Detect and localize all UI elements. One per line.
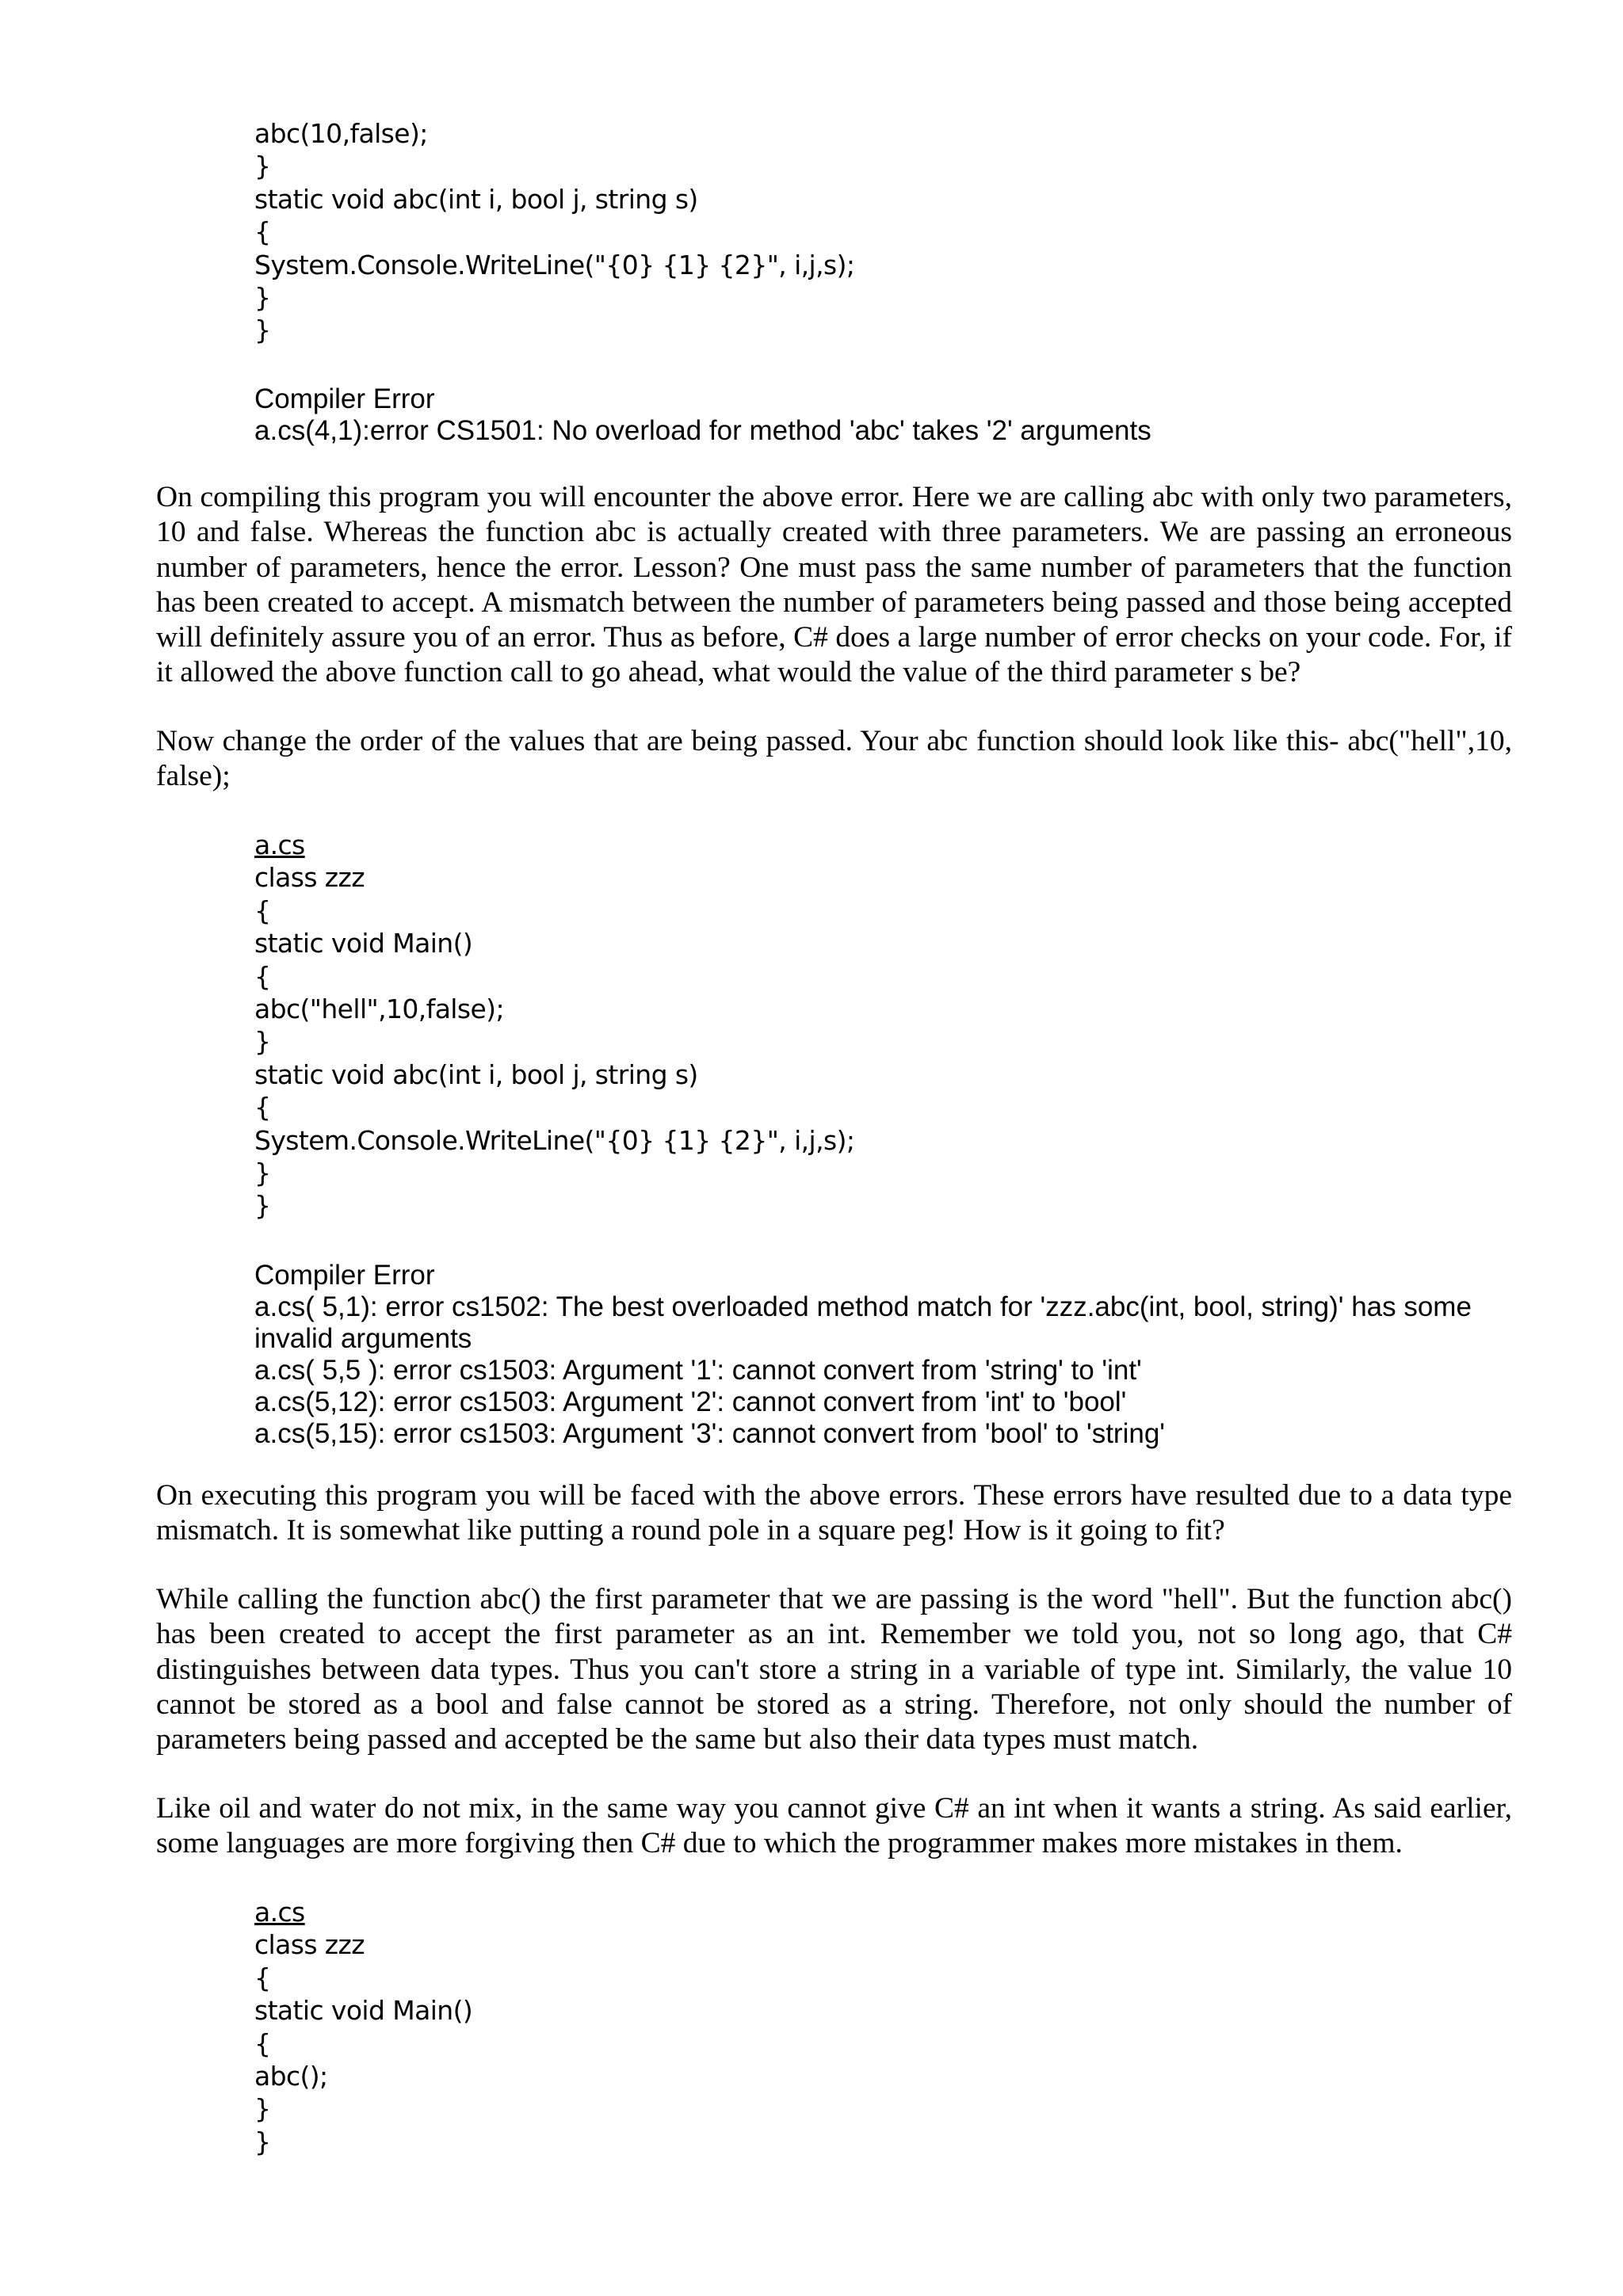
code-line: { [254, 1092, 271, 1123]
code-line: abc(10,false); [254, 118, 428, 149]
code-line: { [254, 1962, 271, 1993]
compiler-error-line: a.cs(5,12): error cs1503: Argument '2': cannot convert from 'int' to 'bool' [254, 1386, 1127, 1417]
compiler-error-heading: Compiler Error [254, 1260, 435, 1291]
compiler-error-line: a.cs( 5,5 ): error cs1503: Argument '1': cannot convert from 'string' to 'int' [254, 1355, 1142, 1386]
code-line: } [254, 151, 271, 182]
code-listing-2 [254, 829, 1554, 1222]
body-paragraph: While calling the function abc() the first parameter that we are passing is the word "hell". But the function abc() has been created to accept the first parameter as an int. Remember we told you, not so long ago, that C# distinguishes between data types. Thus you can't store a string in a variable of type int. Similarly, the value 10 cannot be stored as a bool and false cannot be stored as a string. Therefore, not only should the number of parameters being passed and accepted be the same but also their data types must match. [156, 1583, 1512, 1756]
compiler-error-line: a.cs( 5,1): error cs1502: The best overloaded method match for 'zzz.abc(int, bool, string)' has some invalid arguments [254, 1291, 1472, 1354]
code-line: } [254, 2093, 271, 2125]
code-line: abc("hell",10,false); [254, 993, 504, 1024]
body-paragraph: Like oil and water do not mix, in the same way you cannot give C# an int when it wants a string. As said earlier, some languages are more forgiving then C# due to which the programmer makes more mistakes in them. [156, 1792, 1512, 1860]
body-paragraph: On executing this program you will be faced with the above errors. These errors have resulted due to a data type mismatch. It is somewhat like putting a round pole in a square peg! How is it going to fit? [156, 1479, 1512, 1547]
body-paragraph: On compiling this program you will encounter the above error. Here we are calling abc with only two parameters, 10 and false. Whereas the function abc is actually created with three parameters. We are passing an erroneous number of parameters, hence the error. Lesson? One must pass the same number of parameters that the function has been created to accept. A mismatch between the number of parameters being passed and those being accepted will definitely assure you of an error. Thus as before, C# does a large number of error checks on your code. For, if it allowed the above function call to go ahead, what would the value of the third parameter s be? [156, 481, 1512, 689]
code-line: abc(); [254, 2060, 328, 2092]
code-line: } [254, 315, 271, 346]
code-line: static void abc(int i, bool j, string s) [254, 183, 698, 215]
code-filename: a.cs [254, 1897, 305, 1928]
compiler-error-2 [254, 1260, 1554, 1450]
code-line: { [254, 960, 271, 992]
compiler-error-1 [254, 383, 1554, 447]
code-line: static void Main() [254, 928, 473, 959]
code-listing-continued [254, 117, 1554, 347]
code-line: static void abc(int i, bool j, string s) [254, 1058, 698, 1090]
code-line: System.Console.WriteLine("{0} {1} {2}", i,j,s); [254, 249, 855, 280]
compiler-error-line: a.cs(5,15): error cs1503: Argument '3': cannot convert from 'bool' to 'string' [254, 1418, 1165, 1449]
code-line: { [254, 894, 271, 926]
code-listing-3 [254, 1896, 1554, 2158]
code-line: System.Console.WriteLine("{0} {1} {2}", i,j,s); [254, 1124, 855, 1156]
code-line: } [254, 281, 271, 313]
code-line: } [254, 2126, 271, 2157]
code-line: { [254, 2027, 271, 2059]
code-line: class zzz [254, 862, 365, 894]
code-line: class zzz [254, 1929, 365, 1961]
code-line: { [254, 216, 271, 248]
code-line: } [254, 1026, 271, 1058]
code-line: static void Main() [254, 1995, 473, 2027]
code-filename: a.cs [254, 830, 305, 860]
compiler-error-heading: Compiler Error [254, 383, 435, 414]
compiler-error-line: a.cs(4,1):error CS1501: No overload for method 'abc' takes '2' arguments [254, 415, 1151, 446]
code-line: } [254, 1157, 271, 1188]
body-paragraph: Now change the order of the values that are being passed. Your abc function should look like this- abc("hell",10, false); [156, 725, 1512, 793]
code-line: } [254, 1190, 271, 1222]
